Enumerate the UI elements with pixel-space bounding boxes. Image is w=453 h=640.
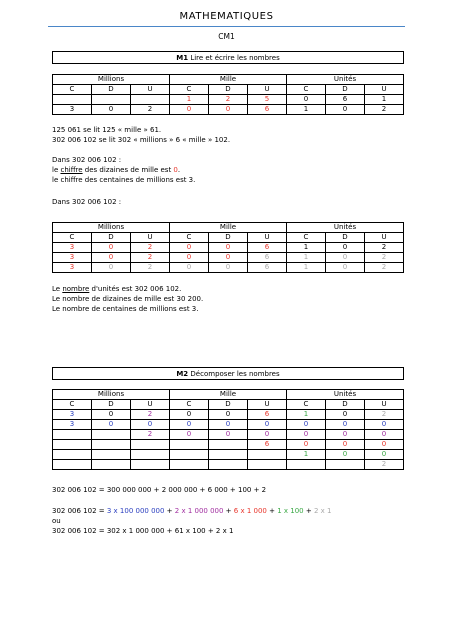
- col-header: U: [131, 233, 170, 243]
- digit-cell: 0: [209, 243, 248, 253]
- digit-cell: 0: [326, 450, 365, 460]
- table-row: [53, 460, 404, 470]
- reading-line-2: 302 006 102 se lit 302 « millions » 6 « mille » 102.: [52, 136, 231, 144]
- table-row: [53, 420, 404, 430]
- m1-title: Lire et écrire les nombres: [190, 54, 280, 62]
- col-header: D: [209, 400, 248, 410]
- digit-cell: 2: [209, 95, 248, 105]
- digit-cell: 3: [53, 420, 92, 430]
- group-unites: Unités: [287, 223, 404, 233]
- digit-cell: 0: [209, 430, 248, 440]
- table-row: [53, 450, 404, 460]
- digit-cell: [92, 460, 131, 470]
- digit-cell: 2: [365, 243, 404, 253]
- digit-cell: 1: [287, 410, 326, 420]
- group-millions: Millions: [53, 390, 170, 400]
- ou-label: ou: [52, 517, 61, 525]
- digit-cell: 0: [170, 410, 209, 420]
- term-hundreds: 1 x 100: [277, 507, 304, 515]
- col-header: U: [365, 85, 404, 95]
- col-header: C: [170, 400, 209, 410]
- digit-cell: [92, 440, 131, 450]
- digit-cell: [170, 460, 209, 470]
- grade-level: CM1: [218, 32, 235, 41]
- col-header: C: [287, 85, 326, 95]
- table-row: [53, 105, 404, 115]
- digit-cell: 0: [170, 105, 209, 115]
- chiffre-centaines-line: le chiffre des centaines de millions est 3.: [52, 176, 196, 184]
- digit-cell: 0: [365, 420, 404, 430]
- col-header: D: [209, 233, 248, 243]
- digit-cell: [209, 440, 248, 450]
- term-hundred-millions: 3 x 100 000 000: [106, 507, 165, 515]
- digit-cell: 0: [248, 430, 287, 440]
- group-mille: Mille: [170, 390, 287, 400]
- col-header: U: [131, 85, 170, 95]
- digit-cell: [92, 95, 131, 105]
- digit-cell: [248, 450, 287, 460]
- digit-cell: 0: [326, 263, 365, 273]
- table-row: [53, 410, 404, 420]
- digit-cell: [53, 440, 92, 450]
- digit-cell: 6: [248, 105, 287, 115]
- digit-cell: 6: [248, 410, 287, 420]
- digit-cell: 6: [326, 95, 365, 105]
- digit-cell: 6: [248, 253, 287, 263]
- m2-table: [52, 389, 404, 470]
- col-header: U: [365, 400, 404, 410]
- digit-cell: 3: [53, 253, 92, 263]
- digit-cell: [209, 460, 248, 470]
- digit-cell: 0: [209, 420, 248, 430]
- m1-table-1: [52, 74, 404, 115]
- digit-cell: 0: [209, 105, 248, 115]
- digit-cell: 0: [326, 420, 365, 430]
- digit-cell: 2: [365, 263, 404, 273]
- digit-cell: [92, 430, 131, 440]
- digit-cell: 0: [287, 420, 326, 430]
- m1-table-2: [52, 222, 404, 273]
- digit-cell: [248, 460, 287, 470]
- digit-cell: 0: [326, 440, 365, 450]
- table-row: [53, 430, 404, 440]
- digit-cell: 0: [326, 410, 365, 420]
- digit-cell: 0: [170, 263, 209, 273]
- digit-cell: 0: [92, 263, 131, 273]
- col-header: C: [287, 233, 326, 243]
- digit-cell: 3: [53, 243, 92, 253]
- group-unites: Unités: [287, 390, 404, 400]
- group-millions: Millions: [53, 75, 170, 85]
- digit-cell: [53, 450, 92, 460]
- nombre-word: nombre: [62, 285, 90, 293]
- table-row: [53, 253, 404, 263]
- digit-cell: 3: [53, 105, 92, 115]
- digit-cell: 2: [365, 460, 404, 470]
- digit-cell: 3: [53, 263, 92, 273]
- digit-cell: 2: [365, 410, 404, 420]
- col-header: U: [248, 85, 287, 95]
- plus-sign: +: [303, 507, 314, 515]
- digit-cell: 0: [92, 253, 131, 263]
- digit-cell: [53, 430, 92, 440]
- digit-cell: 0: [170, 420, 209, 430]
- digit-cell: [131, 460, 170, 470]
- digit-cell: 0: [209, 410, 248, 420]
- col-header: U: [365, 233, 404, 243]
- digit-cell: 0: [209, 263, 248, 273]
- digit-cell: 1: [287, 243, 326, 253]
- digit-cell: 1: [287, 263, 326, 273]
- group-millions: Millions: [53, 223, 170, 233]
- m2-code: M2: [176, 370, 189, 378]
- group-mille: Mille: [170, 75, 287, 85]
- col-header: U: [131, 400, 170, 410]
- group-mille: Mille: [170, 223, 287, 233]
- digit-cell: 0: [92, 410, 131, 420]
- digit-cell: 2: [131, 263, 170, 273]
- text-fragment: des dizaines de mille est: [82, 166, 174, 174]
- term-units: 2 x 1: [313, 507, 332, 515]
- digit-cell: [131, 440, 170, 450]
- term-thousands: 6 x 1 000: [233, 507, 267, 515]
- page-title: MATHEMATIQUES: [179, 11, 274, 22]
- digit-cell: 5: [248, 95, 287, 105]
- digit-cell: [92, 450, 131, 460]
- digit-cell: 0: [326, 105, 365, 115]
- col-header: C: [170, 233, 209, 243]
- digit-cell: 2: [131, 410, 170, 420]
- digit-cell: 0: [326, 243, 365, 253]
- nombre-unites-line: [52, 285, 181, 295]
- digit-cell: 1: [365, 95, 404, 105]
- col-header: C: [53, 85, 92, 95]
- digit-cell: 0: [131, 420, 170, 430]
- digit-cell: 0: [92, 243, 131, 253]
- col-header: U: [248, 400, 287, 410]
- plus-sign: +: [223, 507, 234, 515]
- chiffre-word: chiffre: [60, 166, 83, 174]
- col-header: D: [326, 85, 365, 95]
- digit-cell: 6: [248, 440, 287, 450]
- digit-cell: 0: [365, 440, 404, 450]
- col-header: C: [53, 233, 92, 243]
- digit-cell: 1: [170, 95, 209, 105]
- digit-cell: 0: [287, 440, 326, 450]
- m2-heading: [52, 367, 404, 380]
- digit-cell: 2: [131, 430, 170, 440]
- digit-cell: [326, 460, 365, 470]
- col-header: D: [92, 400, 131, 410]
- digit-cell: 0: [326, 253, 365, 263]
- col-header: D: [326, 400, 365, 410]
- title-rule: [48, 26, 405, 27]
- digit-cell: 0: [287, 95, 326, 105]
- digit-cell: [53, 460, 92, 470]
- dans-label-1: Dans 302 006 102 :: [52, 156, 122, 164]
- digit-cell: 2: [365, 253, 404, 263]
- digit-cell: 0: [92, 105, 131, 115]
- text-fragment: 302 006 102 =: [52, 507, 107, 515]
- equation-1: 302 006 102 = 300 000 000 + 2 000 000 + 6 000 + 100 + 2: [52, 486, 267, 494]
- equation-3: 302 006 102 = 302 x 1 000 000 + 61 x 100 + 2 x 1: [52, 527, 234, 535]
- digit-cell: 6: [248, 263, 287, 273]
- digit-cell: 6: [248, 243, 287, 253]
- digit-cell: [131, 450, 170, 460]
- digit-cell: 2: [131, 243, 170, 253]
- digit-cell: 3: [53, 410, 92, 420]
- text-fragment: Le: [52, 285, 63, 293]
- digit-cell: [53, 95, 92, 105]
- digit-cell: 0: [170, 430, 209, 440]
- digit-cell: 0: [170, 253, 209, 263]
- digit-cell: 2: [131, 253, 170, 263]
- m1-heading: [52, 51, 404, 64]
- digit-cell: 0: [209, 253, 248, 263]
- table-row: [53, 95, 404, 105]
- col-header: D: [92, 85, 131, 95]
- digit-cell: [170, 450, 209, 460]
- table-row: [53, 243, 404, 253]
- chiffre-dizaines-line: [52, 166, 180, 176]
- digit-cell: 2: [365, 105, 404, 115]
- reading-line-1: 125 061 se lit 125 « mille » 61.: [52, 126, 162, 134]
- digit-cell: [131, 95, 170, 105]
- digit-cell: 0: [92, 420, 131, 430]
- nombre-dizaines-line: Le nombre de dizaines de mille est 30 200.: [52, 295, 204, 303]
- digit-cell: 1: [287, 105, 326, 115]
- digit-cell: [209, 450, 248, 460]
- digit-cell: 0: [365, 430, 404, 440]
- digit-cell: 1: [287, 450, 326, 460]
- col-header: C: [287, 400, 326, 410]
- term-millions: 2 x 1 000 000: [174, 507, 224, 515]
- table-row: [53, 440, 404, 450]
- col-header: D: [326, 233, 365, 243]
- nombre-centaines-line: Le nombre de centaines de millions est 3.: [52, 305, 199, 313]
- col-header: D: [92, 233, 131, 243]
- digit-cell: [287, 460, 326, 470]
- digit-cell: 0: [365, 450, 404, 460]
- digit-cell: 1: [287, 253, 326, 263]
- col-header: C: [170, 85, 209, 95]
- text-fragment: .: [177, 166, 181, 174]
- digit-cell: 2: [131, 105, 170, 115]
- dans-label-2: Dans 302 006 102 :: [52, 198, 122, 206]
- digit-cell: 0: [170, 243, 209, 253]
- table-row: [53, 263, 404, 273]
- col-header: C: [53, 400, 92, 410]
- m1-code: M1: [176, 54, 189, 62]
- digit-cell: [170, 440, 209, 450]
- text-fragment: d'unités est 302 006 102.: [89, 285, 182, 293]
- plus-sign: +: [266, 507, 278, 515]
- plus-sign: +: [164, 507, 175, 515]
- chiffre-value: 0: [173, 166, 178, 174]
- col-header: U: [248, 233, 287, 243]
- digit-cell: 0: [326, 430, 365, 440]
- col-header: D: [209, 85, 248, 95]
- m2-title: Décomposer les nombres: [190, 370, 280, 378]
- digit-cell: 0: [248, 420, 287, 430]
- group-unites: Unités: [287, 75, 404, 85]
- equation-2: [52, 507, 331, 517]
- text-fragment: le: [52, 166, 61, 174]
- digit-cell: 0: [287, 430, 326, 440]
